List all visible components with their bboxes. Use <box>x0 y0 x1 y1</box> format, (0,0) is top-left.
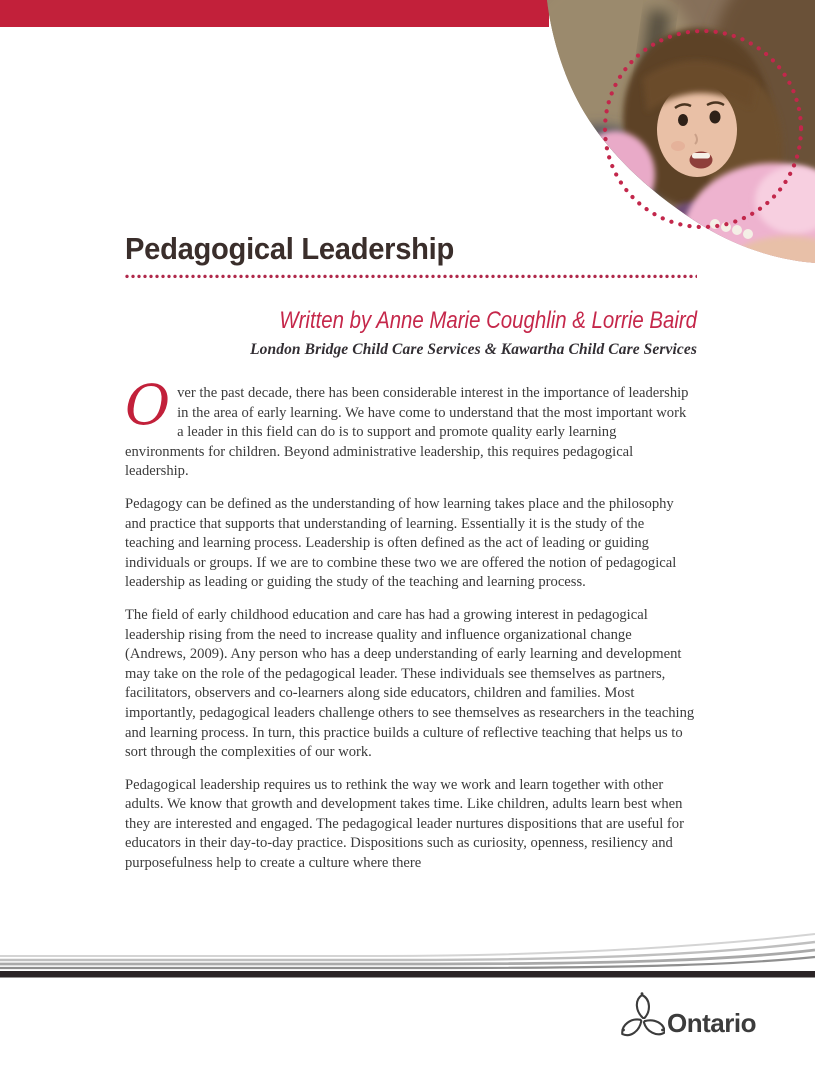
paragraph-text: ver the past decade, there has been considerable interest in the importance of leadership in the area of early learning. We have come to understand that the most important work a leader in this field can do is to support and promote quality early learning environments for children. Beyond administrative leadership, this requires pedagogical leadership. <box>125 385 689 480</box>
top-red-bar <box>0 0 549 27</box>
article-body <box>125 373 695 887</box>
byline: Written by Anne Marie Coughlin & Lorrie Baird <box>279 307 697 334</box>
page-title: Pedagogical Leadership <box>125 231 455 266</box>
affiliation: London Bridge Child Care Services & Kawartha Child Care Services <box>250 341 697 358</box>
drop-cap: O <box>125 373 171 437</box>
trillium-icon <box>621 992 665 1042</box>
dotted-circle-decoration-icon <box>600 26 806 232</box>
article-paragraph: Pedagogy can be defined as the understanding of how learning takes place and the philosophy and practice that supports that understanding of learning. Essentially it is the study of the teaching and learning process. Leadership is often defined as the act of leading or guiding individuals or groups. If we are to combine these two we are offered the notion of pedagogical leadership as leading or guiding the study of the teaching and learning process. <box>125 495 677 591</box>
ontario-logo <box>621 986 771 1042</box>
footer-swoosh-lines <box>0 930 815 980</box>
article-paragraph: Pedagogical leadership requires us to rethink the way we work and learn together with other adults. We know that growth and development takes time. Like children, adults learn best when they are interested and engaged. The pedagogical leader nurtures dispositions that are useful for educators in their day-to-day practice. Dispositions such as curiosity, openness, resiliency and purposefulness help to create a culture where there <box>125 776 684 872</box>
footer-dark-bar <box>0 971 815 978</box>
title-dotted-rule <box>125 274 697 279</box>
article-paragraph: The field of early childhood education and care has had a growing interest in pedagogical leadership rising from the need to increase quality and influence organizational change (Andrews, 2009). Any person who has a deep understanding of early learning and development may take on the role of the pedagogical leader. These individuals see themselves as partners, facilitators, observers and co-learners along side educators, children and families. Most importantly, pedagogical leaders challenge others to see themselves as researchers in the teaching and learning process. In turn, this practice builds a culture of reflective teaching that helps us to sort through the complexities of our work. <box>125 606 695 761</box>
article-paragraph <box>125 373 695 482</box>
ontario-wordmark: Ontario <box>667 1008 756 1038</box>
